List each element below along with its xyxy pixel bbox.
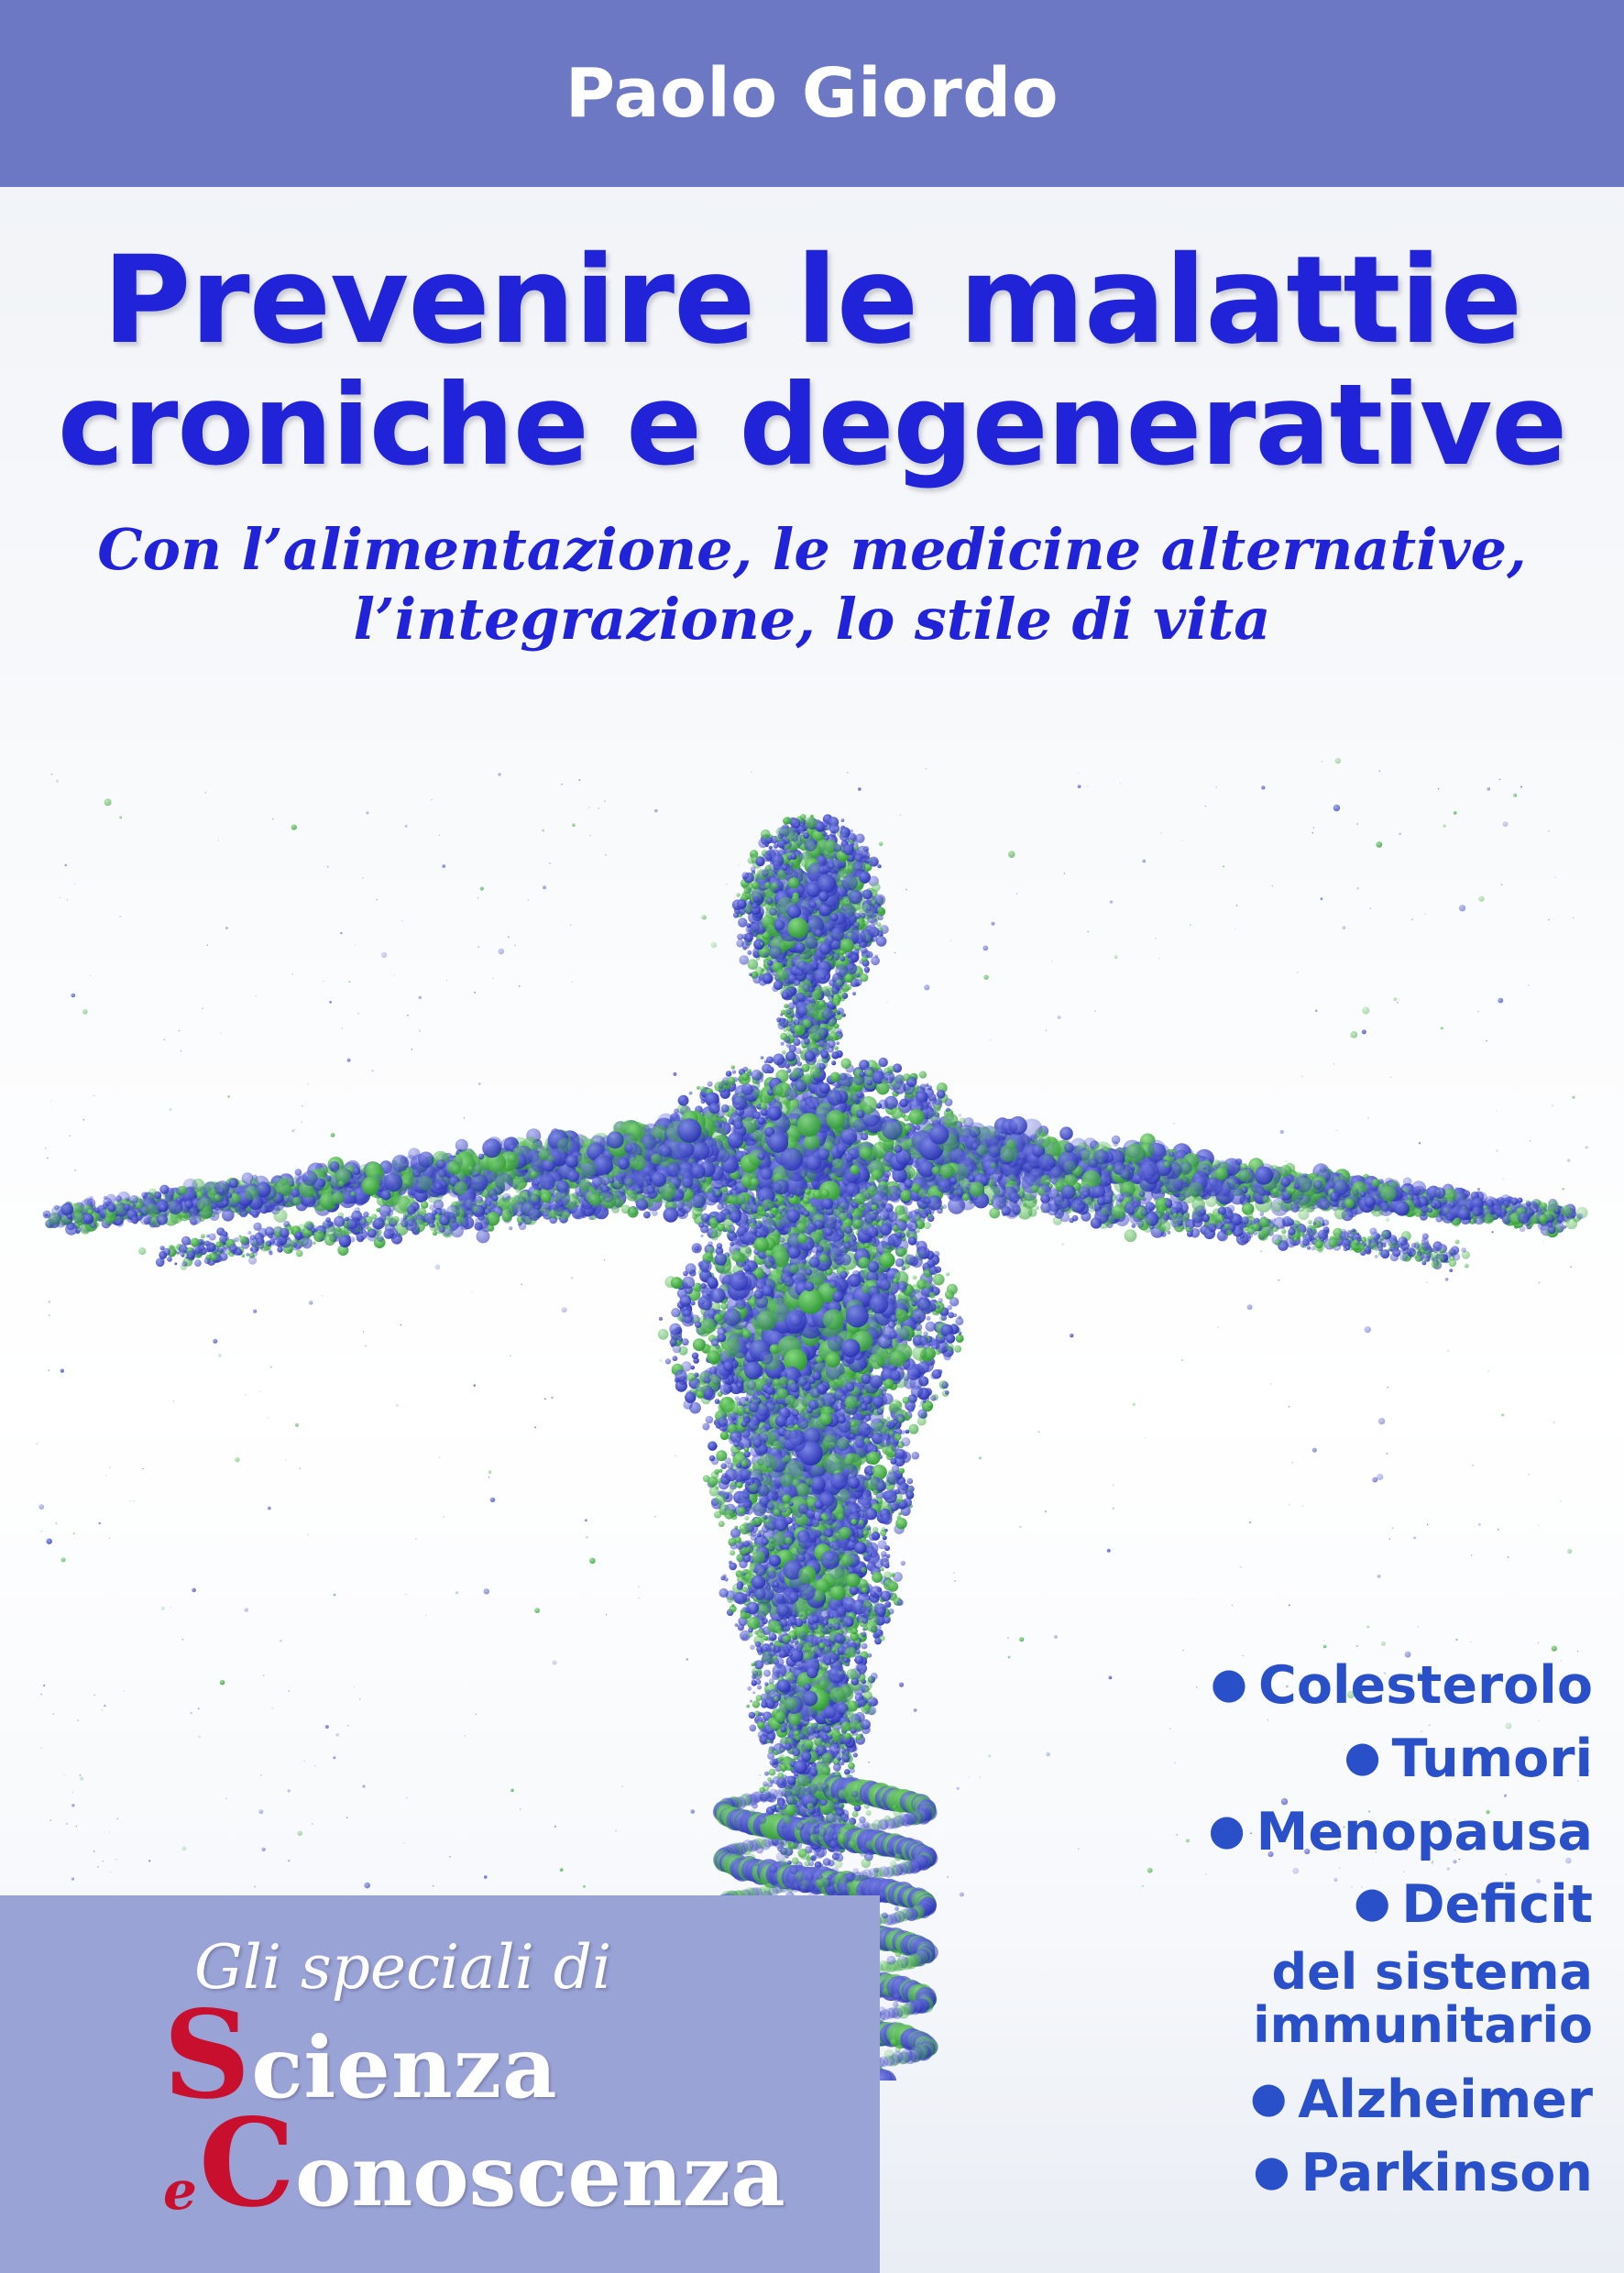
brand-connector-e: e — [163, 2159, 197, 2222]
list-item-sublabel-line-1: del sistema — [1271, 1943, 1593, 2002]
list-item-sublabel-line-2: immunitario — [1253, 1995, 1593, 2054]
brand-word-conoscenza — [163, 2092, 785, 2235]
list-item — [1025, 1730, 1593, 1789]
topic-bullet-list — [1025, 1657, 1593, 2217]
list-item-label: Colesterolo — [1258, 1655, 1593, 1716]
list-item — [1025, 1657, 1593, 1716]
brand-word-scienza-rest: cienza — [251, 2018, 558, 2117]
list-item — [1025, 2142, 1593, 2203]
brand-logo — [0, 1895, 880, 2273]
page-title-line-2: croniche e degenerative — [57, 360, 1567, 490]
subtitle — [0, 515, 1624, 653]
subtitle-line-1: Con l’alimentazione, le medicine alternative, — [97, 516, 1527, 584]
bullet-dot-icon: ● — [1210, 1658, 1247, 1707]
list-item — [1025, 2071, 1593, 2130]
list-item-label: Deficit — [1401, 1874, 1593, 1936]
brand-word-conoscenza-rest: onoscenza — [294, 2126, 785, 2225]
bullet-dot-icon: ● — [1250, 2071, 1288, 2122]
bullet-dot-icon: ● — [1208, 1804, 1245, 1854]
list-item — [1025, 1876, 1593, 1935]
author-band — [0, 0, 1624, 187]
brand-tagline: Gli speciali di — [194, 1932, 612, 2003]
title-block — [0, 230, 1624, 653]
brand-initial-s: S — [163, 1984, 252, 2126]
list-item-label: Parkinson — [1300, 2142, 1593, 2203]
bullet-dot-icon: ● — [1253, 2145, 1290, 2195]
page-title-line-1: Prevenire le malattie — [102, 230, 1522, 371]
list-item — [1025, 1801, 1593, 1862]
bullet-dot-icon: ● — [1344, 1730, 1381, 1781]
author-name: Paolo Giordo — [565, 54, 1059, 133]
brand-initial-c: C — [198, 2092, 295, 2235]
list-item-label: Menopausa — [1256, 1801, 1593, 1862]
list-item-label: Alzheimer — [1298, 2069, 1593, 2130]
subtitle-line-2: l’integrazione, lo stile di vita — [353, 585, 1271, 653]
list-item-sublabel — [1025, 1943, 1593, 2054]
bullet-dot-icon: ● — [1354, 1877, 1391, 1927]
list-item-label: Tumori — [1391, 1728, 1593, 1789]
